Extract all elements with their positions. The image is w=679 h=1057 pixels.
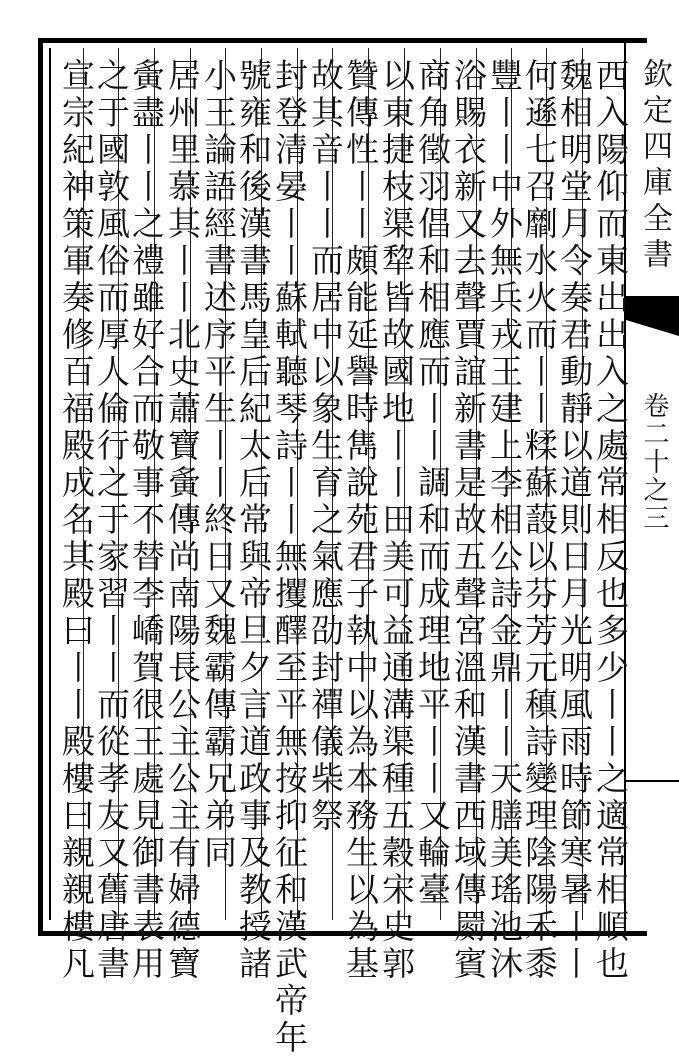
text-column-1: 西入陽仰而東出出入之處常相反也多少丨丨之適常相順也 [591,58,630,983]
text-column-9: 故其音丨丨而居中以象生育之氣應劭封禪儀柴祭 [306,58,345,835]
text-column-3: 何遜七召劘水火而丨丨糅蘇蔎以芬芳元稹詩變理陰陽禾黍 [520,58,559,983]
fold-tick [626,780,679,782]
text-column-16: 宣宗紀神策軍奏修百福殿成名其殿曰丨丨殿樓曰親親樓凡 [57,58,96,983]
text-column-8: 贊傳性丨丨頗能延譽時雋說苑君子執中以為本務生以為基 [341,58,380,983]
text-column-4: 豐丨丨中外無兵戎王建上李相公詩金鼎丨丨天膳美瑤池沐 [485,58,524,983]
text-column-11: 號雍和後漢書馬皇后紀太后常與帝旦夕言道政事及教授諸 [234,58,273,983]
text-column-6: 商角徵羽倡和相應而丨丨調和而成理地平丨丨又輪臺 [413,58,452,909]
text-column-13: 居州里慕其丨丨北史蕭寶夤傳尚南陽長公主公主有婦德寶 [163,58,202,983]
text-column-7: 以東捷枝渠犂皆故國地丨丨田美可益通溝渠種五穀宋史郭 [377,58,416,983]
text-column-15: 之于國敦風俗而厚人倫行之于家習丨丨而從孝友又舊唐書 [92,58,131,983]
text-column-10: 封登清晏丨丨蘇軾聽琴詩丨丨無攫醳至平無按抑征和漢武帝年 [270,58,309,1057]
inner-border [49,48,51,920]
text-column-5: 浴賜衣新又去聲賈誼新書是故五聲宮溫和漢書西域傳罽賓 [449,58,488,983]
text-column-12: 小王論語經書述序平生丨丨終日又魏霸傳霸兄弟同 [199,58,238,872]
text-column-2: 魏相明堂月令奏君動靜以道則日月光明風雨時節寒暑丨丨 [555,58,594,983]
text-column-14: 夤盡丨丨之禮雖好合而敬事不替李嶠賀很王處見御書表用 [127,58,166,983]
volume-label: 卷二十之三 [639,392,669,532]
book-title: 欽定四庫全書 [637,58,672,274]
